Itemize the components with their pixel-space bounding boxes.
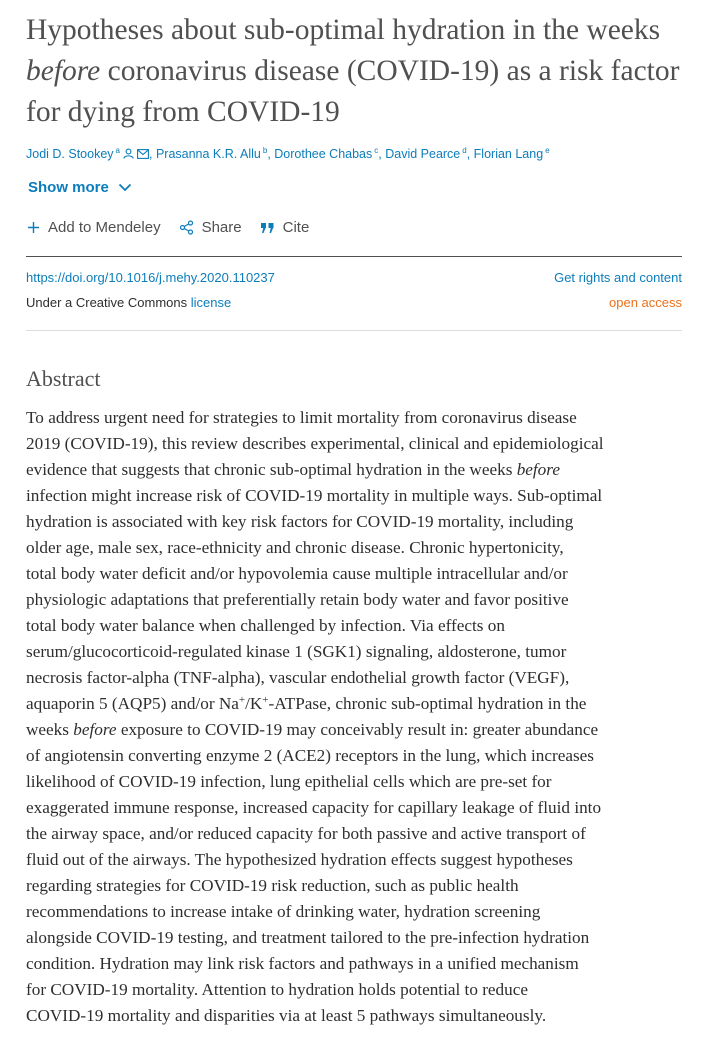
abstract-line: necrosis factor-alpha (TNF-alpha), vascular endothelial growth factor (VEGF), xyxy=(26,668,570,687)
quote-icon xyxy=(260,222,275,234)
author-name: Dorothee Chabas xyxy=(274,147,373,162)
license-line xyxy=(26,295,231,310)
author-link[interactable] xyxy=(26,147,120,161)
title-part-1: Hypotheses about sub-optimal hydration in the weeks xyxy=(26,14,661,46)
abstract-line: infection might increase risk of COVID-19 mortality in multiple ways. Sub-optimal xyxy=(26,486,603,505)
abstract-line: of angiotensin converting enzyme 2 (ACE2) receptors in the lung, which increases xyxy=(26,746,594,765)
abstract-line: total body water balance when challenged by infection. Via effects on xyxy=(26,616,505,635)
author-name: David Pearce xyxy=(385,147,461,162)
affiliation-marker[interactable]: a xyxy=(115,146,120,155)
author-list: Jodi D. Stookey $^a$ , Prasanna K.R. Allu $^b$, Dorothee Chabas $^c$, David Pearce $^d$, Florian Lang $^e$ xyxy=(26,146,550,162)
author-link[interactable] xyxy=(474,147,550,161)
cite-label: Cite xyxy=(282,219,310,236)
abstract-line: total body water deficit and/or hypovolemia cause multiple intracellular and/or xyxy=(26,564,568,583)
abstract-line: evidence that suggests that chronic sub-optimal hydration in the weeks before xyxy=(26,460,560,479)
abstract-line: likelihood of COVID-19 infection, lung epithelial cells which are pre-set for xyxy=(26,772,552,791)
abstract-line: physiologic adaptations that preferentially retain body water and favor positive xyxy=(26,590,569,609)
license-link[interactable]: license xyxy=(190,295,232,310)
abstract-line: weeks before exposure to COVID-19 may conceivably result in: greater abundance xyxy=(26,720,599,739)
show-more-label: Show more xyxy=(28,179,109,196)
abstract-line: 2019 (COVID-19), this review describes experimental, clinical and epidemiological xyxy=(26,434,604,453)
abstract-heading: Abstract xyxy=(26,366,101,391)
abstract-line: aquaporin 5 (AQP5) and/or Na+/K+-ATPase, chronic sub-optimal hydration in the xyxy=(26,694,587,713)
abstract-line: regarding strategies for COVID-19 risk reduction, such as public health xyxy=(26,876,519,895)
affiliation-marker[interactable]: e xyxy=(545,146,550,155)
title-emphasis: before xyxy=(26,55,101,87)
add-to-mendeley-button[interactable] xyxy=(27,219,161,236)
show-more-button[interactable] xyxy=(28,179,132,196)
license-prefix: Under a Creative Commons xyxy=(26,295,188,310)
open-access-label: open access xyxy=(609,295,682,310)
divider xyxy=(26,330,682,331)
person-icon[interactable] xyxy=(123,148,134,159)
abstract-body xyxy=(26,405,691,1029)
abstract-line: hydration is associated with key risk factors for COVID-19 mortality, including xyxy=(26,512,574,531)
article-actions xyxy=(27,219,327,236)
cite-button[interactable] xyxy=(260,219,310,236)
abstract-line: for COVID-19 mortality. Attention to hydration holds potential to reduce xyxy=(26,980,529,999)
rights-link[interactable]: Get rights and content xyxy=(554,270,682,285)
author-name: Prasanna K.R. Allu xyxy=(155,147,261,162)
doi-link[interactable]: https://doi.org/10.1016/j.mehy.2020.110237 xyxy=(26,270,275,285)
abstract-line: COVID-19 mortality and disparities via at least 5 pathways simultaneously. xyxy=(26,1006,547,1025)
abstract-line: To address urgent need for strategies to limit mortality from coronavirus disease xyxy=(26,408,577,427)
divider xyxy=(26,256,682,257)
abstract-line: serum/glucocorticoid-regulated kinase 1 (SGK1) signaling, aldosterone, tumor xyxy=(26,642,567,661)
abstract-line: fluid out of the airways. The hypothesized hydration effects suggest hypotheses xyxy=(26,850,573,869)
chevron-down-icon xyxy=(118,183,132,192)
author-link[interactable] xyxy=(156,147,267,161)
affiliation-marker[interactable]: d xyxy=(462,146,467,155)
author-name: Florian Lang xyxy=(473,147,544,162)
title-part-2: coronavirus disease (COVID-19) as a risk factor for dying from COVID-19 xyxy=(26,55,680,128)
share-button[interactable] xyxy=(179,219,242,236)
envelope-icon[interactable] xyxy=(137,149,149,159)
abstract-line: recommendations to increase intake of drinking water, hydration screening xyxy=(26,902,541,921)
abstract-line: exaggerated immune response, increased capacity for capillary leakage of fluid into xyxy=(26,798,602,817)
affiliation-marker[interactable]: b xyxy=(262,146,268,155)
author-link[interactable] xyxy=(385,147,467,161)
abstract-line: the airway space, and/or reduced capacity for both passive and active transport of xyxy=(26,824,586,843)
abstract-line: older age, male sex, race-ethnicity and chronic disease. Chronic hypertonicity, xyxy=(26,538,564,557)
mendeley-label: Add to Mendeley xyxy=(48,219,161,236)
article-title xyxy=(26,10,691,133)
abstract-line: condition. Hydration may link risk factors and pathways in a unified mechanism xyxy=(26,954,579,973)
author-link[interactable] xyxy=(274,147,378,161)
affiliation-marker[interactable]: c xyxy=(374,146,379,155)
share-label: Share xyxy=(201,219,242,236)
author-name: Jodi D. Stookey xyxy=(26,147,114,162)
share-icon xyxy=(179,220,194,235)
abstract-line: alongside COVID-19 testing, and treatment tailored to the pre-infection hydration xyxy=(26,928,590,947)
plus-icon xyxy=(27,221,40,234)
